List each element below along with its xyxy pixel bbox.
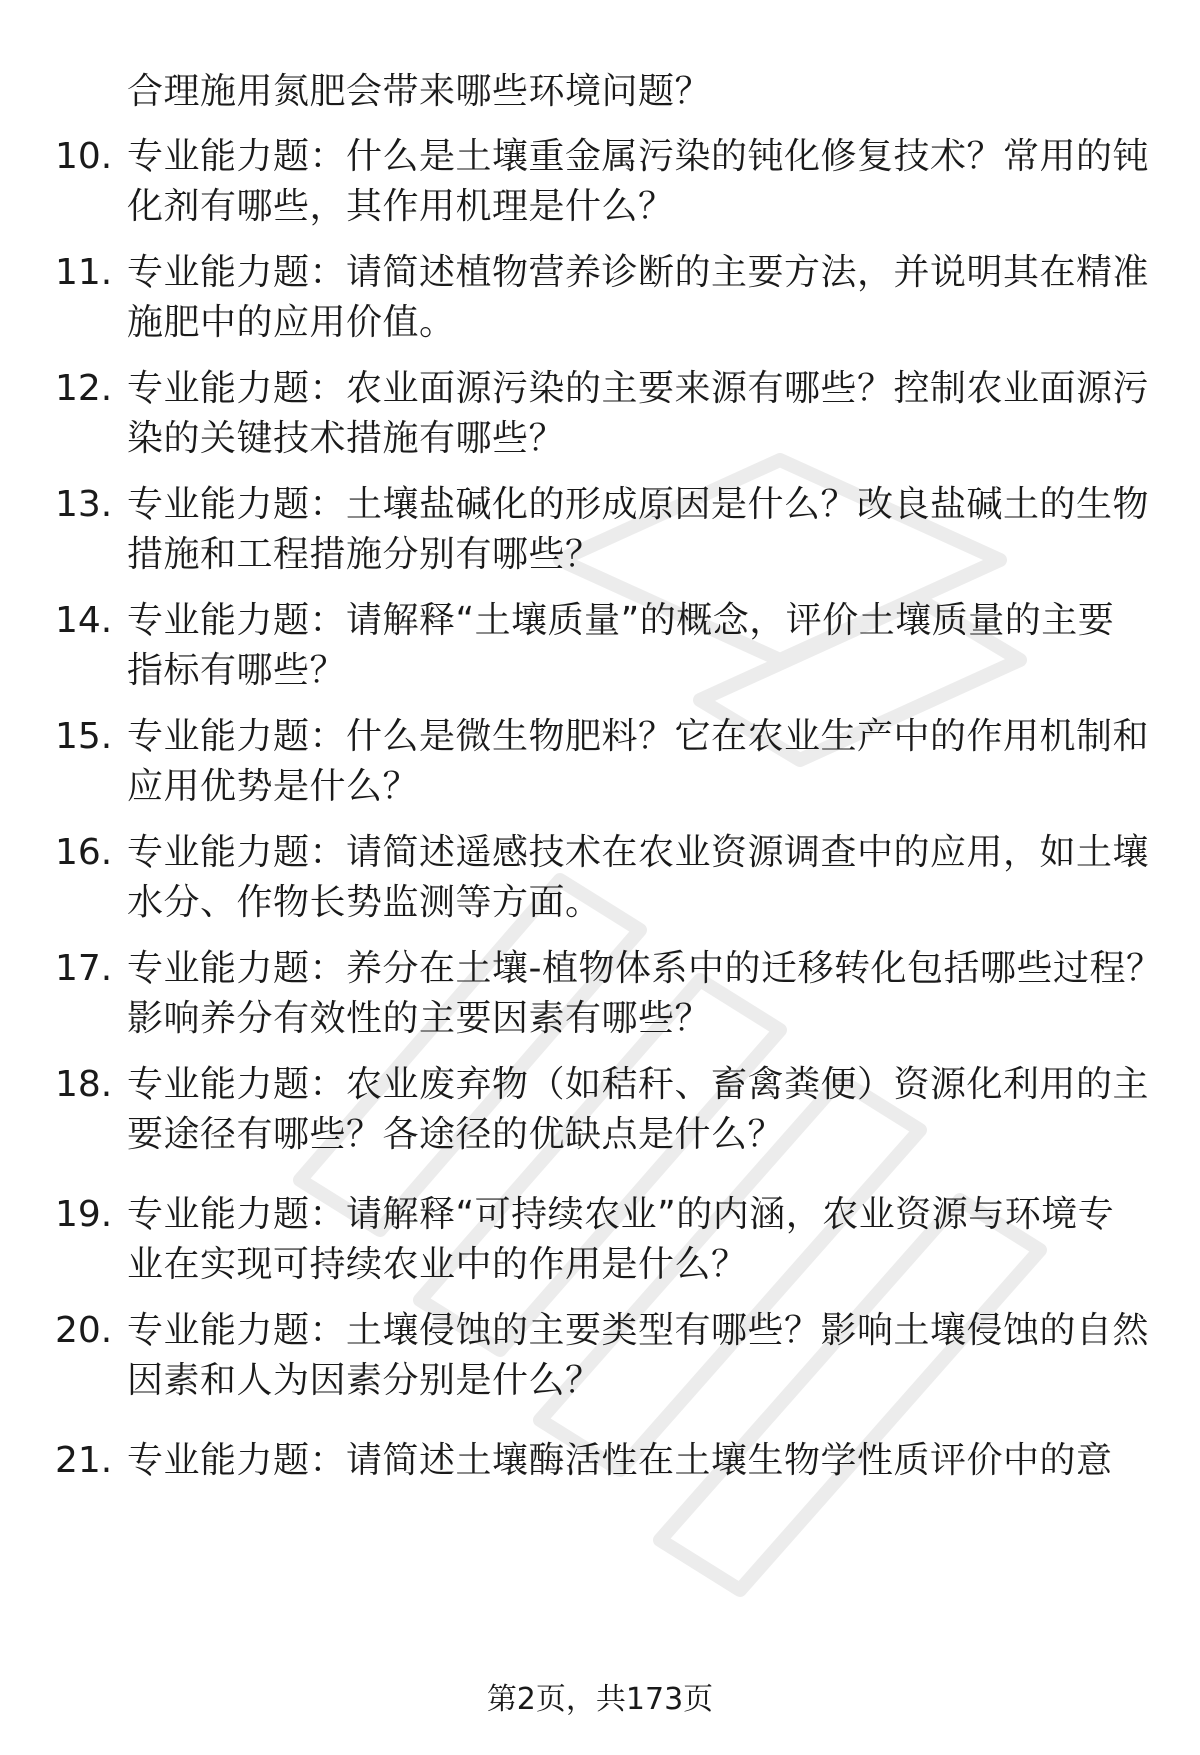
question-text-line: 专业能力题：请解释“可持续农业”的内涵，农业资源与环境专 — [127, 1194, 1115, 1235]
question-number: 18. — [55, 1064, 113, 1105]
question-number: 15. — [55, 716, 113, 757]
question-text-line: 要途径有哪些？各途径的优缺点是什么？ — [127, 1114, 785, 1155]
question-number: 14. — [55, 600, 113, 641]
question-text-line: 影响养分有效性的主要因素有哪些？ — [127, 998, 712, 1039]
question-text-line: 应用优势是什么？ — [127, 766, 420, 807]
question-text-line: 水分、作物长势监测等方面。 — [127, 882, 602, 923]
question-number: 10. — [55, 136, 113, 177]
continuation-line: 合理施用氮肥会带来哪些环境问题？ — [127, 71, 712, 112]
question-text-line: 化剂有哪些，其作用机理是什么？ — [127, 186, 675, 227]
question-number: 16. — [55, 832, 113, 873]
question-text-line: 指标有哪些？ — [127, 650, 347, 691]
question-number: 12. — [55, 368, 113, 409]
question-text-line: 专业能力题：农业废弃物（如秸秆、畜禽粪便）资源化利用的主 — [127, 1064, 1150, 1105]
question-text-line: 因素和人为因素分别是什么？ — [127, 1360, 602, 1401]
question-text-line: 专业能力题：请简述土壤酶活性在土壤生物学性质评价中的意 — [127, 1440, 1113, 1481]
question-text-line: 专业能力题：土壤侵蚀的主要类型有哪些？影响土壤侵蚀的自然 — [127, 1310, 1150, 1351]
question-number: 19. — [55, 1194, 113, 1235]
question-text-line: 专业能力题：请简述遥感技术在农业资源调查中的应用，如土壤 — [127, 832, 1150, 873]
question-text-line: 专业能力题：养分在土壤-植物体系中的迁移转化包括哪些过程？ — [127, 948, 1163, 989]
question-text-line: 专业能力题：农业面源污染的主要来源有哪些？控制农业面源污 — [127, 368, 1150, 409]
question-text-line: 施肥中的应用价值。 — [127, 302, 456, 343]
question-number: 20. — [55, 1310, 113, 1351]
question-text-line: 专业能力题：什么是土壤重金属污染的钝化修复技术？常用的钝 — [127, 136, 1150, 177]
question-text-line: 措施和工程措施分别有哪些？ — [127, 534, 602, 575]
question-number: 13. — [55, 484, 113, 525]
page-footer: 第2页，共173页 — [486, 1682, 714, 1717]
question-text-line: 专业能力题：什么是微生物肥料？它在农业生产中的作用机制和 — [127, 716, 1150, 757]
question-number: 21. — [55, 1440, 113, 1481]
question-text-line: 专业能力题：土壤盐碱化的形成原因是什么？改良盐碱土的生物 — [127, 484, 1150, 525]
question-number: 11. — [55, 252, 113, 293]
question-number: 17. — [55, 948, 113, 989]
question-text-line: 专业能力题：请解释“土壤质量”的概念，评价土壤质量的主要 — [127, 600, 1115, 641]
question-text-line: 染的关键技术措施有哪些？ — [127, 418, 566, 459]
question-text-line: 业在实现可持续农业中的作用是什么？ — [127, 1244, 748, 1285]
question-text-line: 专业能力题：请简述植物营养诊断的主要方法，并说明其在精准 — [127, 252, 1150, 293]
